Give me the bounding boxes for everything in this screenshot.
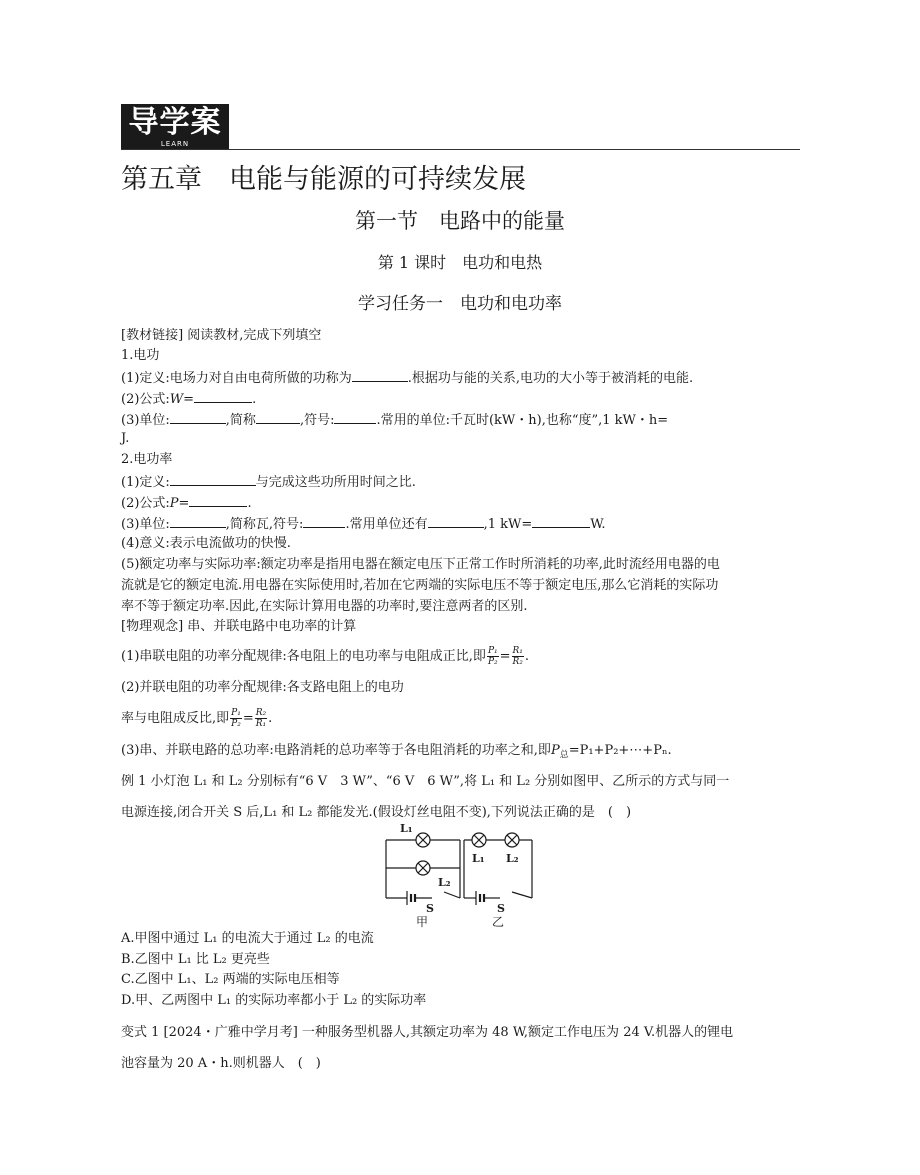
work-unit: (3)单位: ,简称 ,符号: .常用的单位:千瓦时(kW・h),也称“度”,1 kW・h= [121,409,668,431]
circuit-figure [372,822,542,932]
blank [532,513,590,528]
work-heading: 1.电功 [121,348,160,363]
blank [303,513,345,528]
yi-L2-label: L₂ [506,852,519,865]
option-b: B.乙图中 L₁ 比 L₂ 更亮些 [121,952,270,967]
blank [256,409,300,424]
resistance-ratio-fraction: $\frac{\text{R₁}}{\text{R₂}}$ [512,646,523,667]
power-meaning: (4)意义:表示电流做功的快慢. [121,536,291,551]
work-unit-end: J. [121,431,130,446]
header-rule [121,149,800,150]
series-rule: (1)串联电阻的功率分配规律:各电阻上的电功率与电阻成正比,即 $\frac{\text{P₁}}{\text{P₂}}$ = $\frac{\text{R₁}}{\text{R₂}}$ . [121,646,530,667]
variant-line-2: 池容量为 20 A・h.则机器人 ( ) [121,1056,321,1071]
task-title: 学习任务一 电功和电功率 [358,294,562,314]
blank [170,471,256,486]
jia-L2-label: L₂ [438,876,451,889]
rated-power-line-2: 流就是它的额定电流.用电器在实际使用时,若加在它两端的实际电压不等于额定电压,那么它消耗的实际功 [121,578,719,593]
variant-line-1: 变式 1 [2024・广雅中学月考] 一种服务型机器人,其额定功率为 48 W,额定工作电压为 24 V.机器人的锂电 [121,1025,734,1040]
switch-arm [444,892,460,898]
blank [428,513,484,528]
blank [189,492,247,507]
option-c: C.乙图中 L₁、L₂ 两端的实际电压相等 [121,972,340,987]
learn-logo [121,104,229,150]
rated-power-line-1: (5)额定功率与实际功率:额定功率是指用电器在额定电压下正常工作时所消耗的功率,此时流经用电器的电 [121,557,720,572]
blank [170,513,226,528]
work-formula: (2)公式:W= . [121,388,256,410]
rated-power-line-3: 率不等于额定功率.因此,在实际计算用电器的功率时,要注意两者的区别. [121,599,528,614]
power-ratio-fraction: $\frac{\text{P₁}}{\text{P₂}}$ [231,708,241,729]
resistance-ratio-fraction: $\frac{\text{R₂}}{\text{R₁}}$ [255,708,267,729]
jia-S-label: S [426,902,434,915]
option-d: D.甲、乙两图中 L₁ 的实际功率都小于 L₂ 的实际功率 [121,993,427,1008]
chapter-title: 第五章 电能与能源的可持续发展 [121,164,526,195]
example-line-2: 电源连接,闭合开关 S 后,L₁ 和 L₂ 都能发光.(假设灯丝电阻不变),下列说法正确的是 ( ) [121,805,632,820]
blank [352,367,408,382]
power-formula: (2)公式:P= . [121,492,252,514]
blank [194,388,252,403]
parallel-rule-line-1: (2)并联电阻的功率分配规律:各支路电阻上的电功 [121,680,404,695]
circuit-jia [386,833,460,905]
lesson-title: 第 1 课时 电功和电热 [377,253,543,272]
yi-S-label: S [497,902,505,915]
logo-sub-text: LEARN [160,140,190,148]
jia-figure-label: 甲 [416,915,429,929]
power-unit: (3)单位: ,简称瓦,符号: .常用单位还有 ,1 kW= W. [121,513,606,535]
circuit-yi [464,833,532,905]
power-ratio-fraction: $\frac{\text{P₁}}{\text{P₂}}$ [487,646,498,667]
jia-L1-label: L₁ [400,822,413,835]
parallel-rule-line-2: 率与电阻成反比,即 $\frac{\text{P₁}}{\text{P₂}}$ = $\frac{\text{R₂}}{\text{R₁}}$ . [121,708,273,729]
section-title: 第一节 电路中的能量 [355,209,565,233]
switch-arm [512,892,532,898]
logo-main-text: 导学案 [128,105,222,140]
power-definition: (1)定义: 与完成这些功所用时间之比. [121,471,416,493]
power-heading: 2.电功率 [121,452,173,467]
example-line-1: 例 1 小灯泡 L₁ 和 L₂ 分别标有“6 V 3 W”、“6 V 6 W”,将 L₁ 和 L₂ 分别如图甲、乙所示的方式与同一 [121,774,730,789]
concept-heading: [物理观念] 串、并联电路中电功率的计算 [121,619,357,634]
total-power-rule: (3)串、并联电路的总功率:电路消耗的总功率等于各电阻消耗的功率之和,即$P_总=P_1+P_2+\cdots+P_n$. [121,743,672,761]
textbook-link: [教材链接] 阅读教材,完成下列填空 [121,328,322,343]
option-a: A.甲图中通过 L₁ 的电流大于通过 L₂ 的电流 [121,931,374,946]
yi-figure-label: 乙 [492,915,505,929]
yi-L1-label: L₁ [472,852,485,865]
blank [334,409,376,424]
work-definition: (1)定义:电场力对自由电荷所做的功称为 .根据功与能的关系,电功的大小等于被消耗的电能. [121,367,693,389]
blank [170,409,226,424]
